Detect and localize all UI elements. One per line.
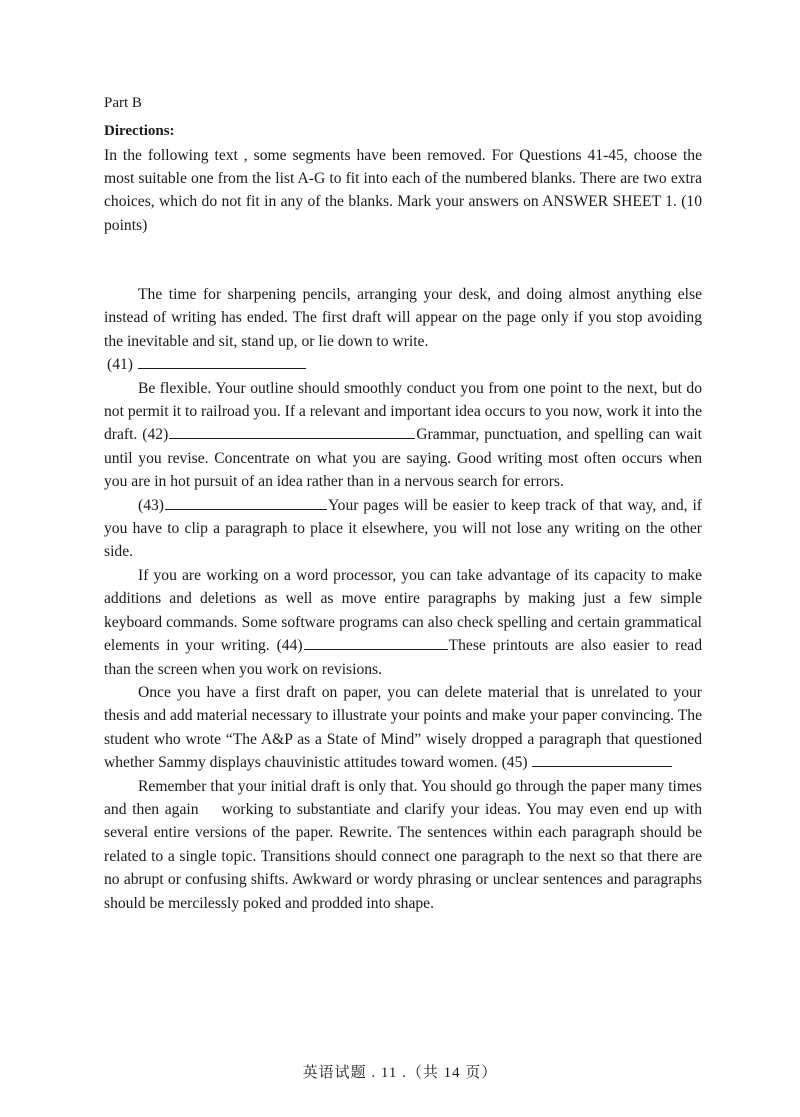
paragraph-4	[104, 564, 702, 681]
paragraph-5	[104, 681, 702, 775]
part-title: Part B	[104, 95, 142, 111]
blank-42[interactable]	[169, 424, 415, 439]
paragraph-4-part-1: If you are working on a word processor, you can take advantage of its capacity to make additions and deletions as well as move entire paragraphs by making just a few simple keyboard commands. Some software programs can also check spelling and certain grammatical elements in your writing.	[104, 566, 702, 655]
blank-41[interactable]	[138, 354, 306, 369]
blank-43[interactable]	[165, 495, 327, 510]
question-41-number: (41)	[107, 356, 133, 374]
question-43-number: (43)	[138, 496, 164, 514]
paragraph-6: Remember that your initial draft is only that. You should go through the paper many times and then again working to substantiate and clarify your ideas. You may even end up with several entire versions of the paper. Rewrite. The sentences within each paragraph should be related to a single topic. Transitions should connect one paragraph to the next so that there are no abrupt or confusing shifts. Awkward or wordy phrasing or unclear sentences and paragraphs should be mercilessly poked and prodded into shape.	[104, 777, 718, 912]
blank-44[interactable]	[304, 635, 448, 650]
reading-passage	[104, 283, 718, 915]
paragraph-4-part-2: These printouts are also easier to read than the screen when you work on revisions.	[104, 637, 702, 678]
page-footer: 英语试题 . 11 .（共 14 页）	[302, 1065, 498, 1081]
paragraph-2-part-2: Grammar, punctuation, and spelling can wait until you revise. Concentrate on what you are saying. Good writing most often occurs when you are in hot pursuit of an idea rather than in a nervous search for errors.	[104, 426, 702, 491]
paragraph-3	[104, 494, 702, 564]
question-42-number: (42)	[142, 426, 169, 444]
paragraph-5-text: Once you have a first draft on paper, you can delete material that is unrelated to your thesis and add material necessary to illustrate your points and make your paper convincing. The student who wrote “The A&P as a State of Mind” wisely dropped a paragraph that questioned whether Sammy displays chauvinistic attitudes toward women.	[104, 683, 702, 772]
directions-text: In the following text , some segments have been removed. For Questions 41-45, choose the most suitable one from the list A-G to fit into each of the numbered blanks. There are two extra choices, which do not fit in any of the blanks. Mark your answers on ANSWER SHEET 1. (10 points)	[104, 147, 702, 234]
directions-label: Directions:	[104, 123, 175, 139]
blank-45[interactable]	[532, 752, 672, 767]
question-44-number: (44)	[276, 637, 303, 655]
question-41-line	[104, 353, 702, 376]
question-45-number: (45)	[501, 754, 528, 772]
paragraph-1: The time for sharpening pencils, arranging your desk, and doing almost anything else instead of writing has ended. The first draft will appear on the page only if you stop avoiding the inevitable and sit, stand up, or lie down to write.	[104, 286, 702, 350]
paragraph-3-text: Your pages will be easier to keep track of that way, and, if you have to clip a paragraph to place it elsewhere, you will not lose any writing on the other side.	[104, 496, 702, 561]
paragraph-2-part-1: Be flexible. Your outline should smoothly conduct you from one point to the next, but do not permit it to railroad you. If a relevant and important idea occurs to you now, work it into the draft.	[104, 379, 702, 444]
paragraph-2	[104, 377, 702, 494]
